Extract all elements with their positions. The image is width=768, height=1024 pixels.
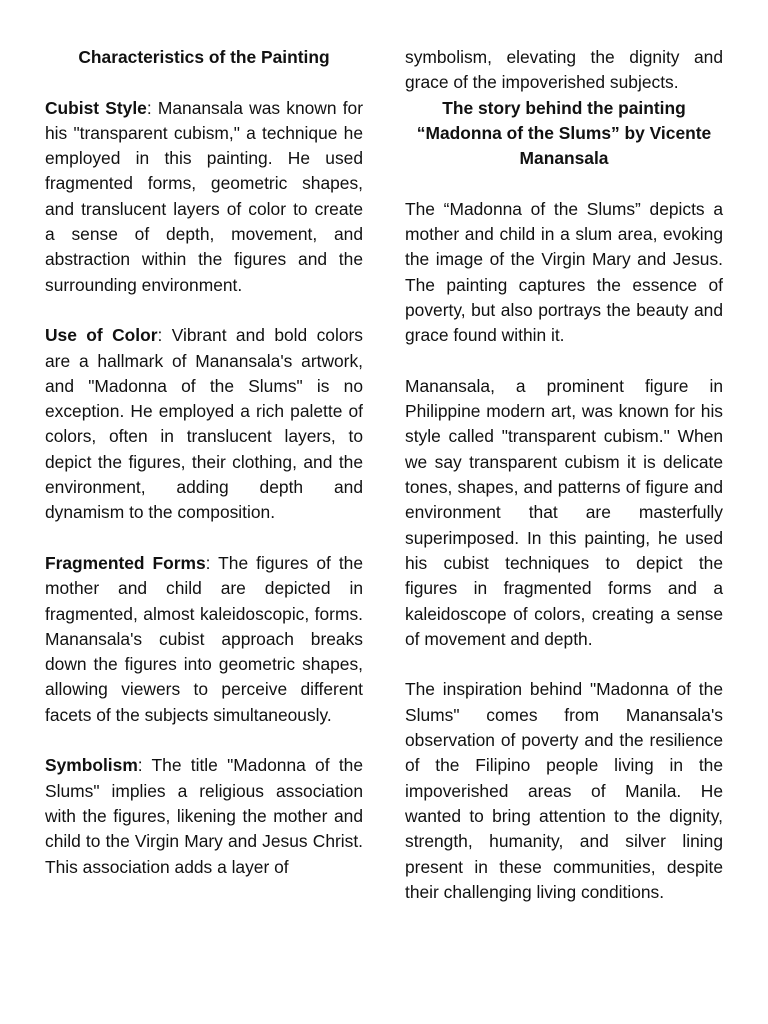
right-column [405, 45, 723, 905]
story-heading: The story behind the painting “Madonna of the Slums” by Vicente Manansala [416, 97, 712, 169]
cubist-style-term: Cubist Style [45, 97, 147, 118]
use-of-color-term: Use of Color [45, 325, 158, 346]
left-column [45, 45, 363, 880]
cubist-style-text: : Manansala was known for his "transparent cubism," a technique he employed in this painting. He used fragmented forms, geometric shapes, and translucent layers of color to create a sense of depth, movement, and abstraction within the figures and the surrounding environment. [45, 97, 363, 295]
fragmented-forms-text: : The figures of the mother and child are depicted in fragmented, almost kaleidoscopic, forms. Manansala's cubist approach breaks down the figures into geometric shapes, allowing viewers to perceive different facets of the subjects simultaneously. [45, 552, 363, 725]
cubist-style-paragraph [45, 96, 363, 298]
symbolism-continuation: symbolism, elevating the dignity and grace of the impoverished subjects. [405, 47, 723, 93]
fragmented-forms-term: Fragmented Forms [45, 552, 206, 573]
use-of-color-text: : Vibrant and bold colors are a hallmark of Manansala's artwork, and "Madonna of the Slums" is no exception. He employed a rich palette of colors, often in translucent layers, to depict the figures, their clothing, and the environment, adding depth and dynamism to the composition. [45, 325, 363, 523]
story-paragraph-2: Manansala, a prominent figure in Philippine modern art, was known for his style called "transparent cubism." When we say transparent cubism it is delicate tones, shapes, and patterns of figure and environment that are masterfully superimposed. In this painting, he used his cubist techniques to depict the figures in fragmented forms and a kaleidoscope of colors, creating a sense of movement and depth. [405, 375, 723, 649]
characteristics-heading: Characteristics of the Painting [78, 47, 330, 67]
story-paragraph-3: The inspiration behind "Madonna of the Slums" comes from Manansala's observation of poverty and the resilience of the Filipino people living in the impoverished areas of Manila. He wanted to bring attention to the dignity, strength, humanity, and silver lining present in these communities, despite their challenging living conditions. [405, 679, 723, 902]
symbolism-term: Symbolism [45, 755, 138, 776]
symbolism-paragraph [45, 753, 363, 879]
story-paragraph-1: The “Madonna of the Slums” depicts a mother and child in a slum area, evoking the image of the Virgin Mary and Jesus. The painting captures the essence of poverty, but also portrays the beauty and grace found within it. [405, 198, 723, 346]
fragmented-forms-paragraph [45, 551, 363, 728]
use-of-color-paragraph [45, 323, 363, 525]
symbolism-text: : The title "Madonna of the Slums" implies a religious association with the figures, likening the mother and child to the Virgin Mary and Jesus Christ. This association adds a layer of [45, 755, 363, 877]
